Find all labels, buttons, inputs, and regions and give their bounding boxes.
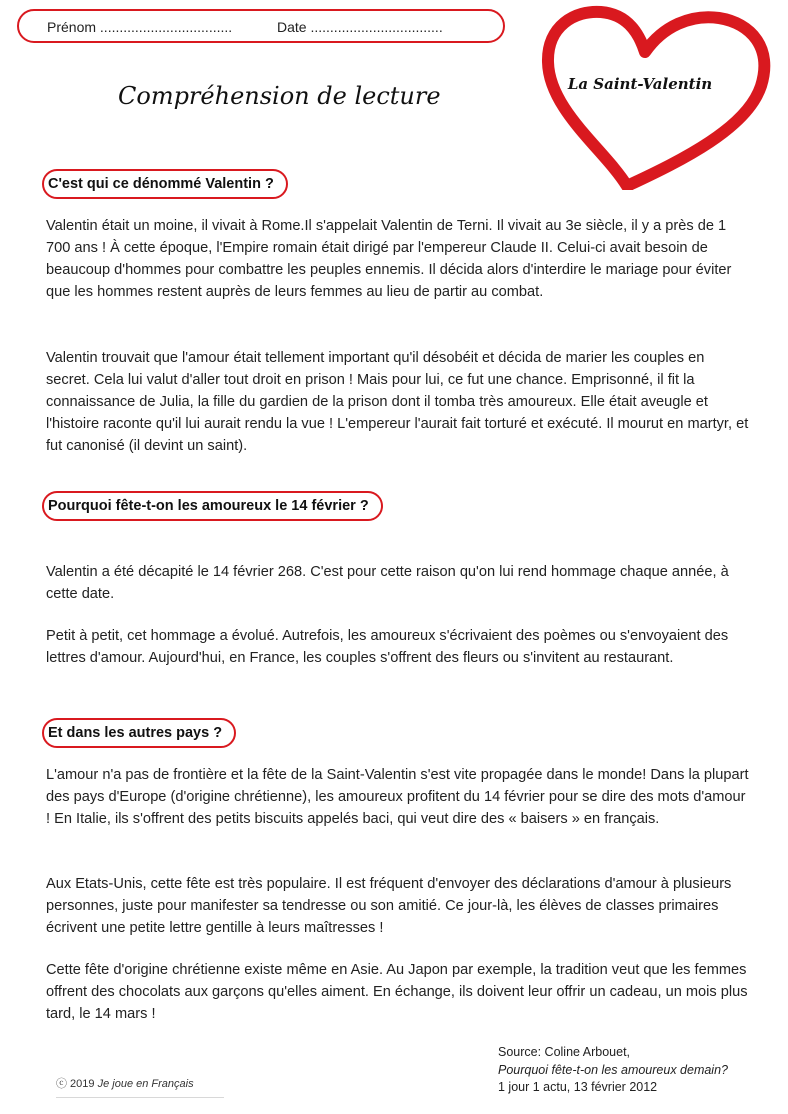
copyright <box>56 1075 224 1098</box>
copyright-brand: Je joue en Français <box>97 1078 194 1090</box>
paragraph: Valentin trouvait que l'amour était tellement important qu'il désobéit et décida de marier les couples en secret. Cela lui valut d'aller tout droit en prison ! Mais pour lui, ce fut une chance. Emprisonné, il fit la connaissance de Julia, la fille du gardien de la prison dont il tomba très amoureux. Elle était aveugle et l'histoire raconte qu'il lui aurait rendu la vue ! L'empereur l'aurait fait torturé et exécuté. Il mourut en martyr, et fut canonisé (il devint un saint). <box>46 350 749 454</box>
paragraph: L'amour n'a pas de frontière et la fête de la Saint-Valentin s'est vite propagée dans le monde! Dans la plupart des pays d'Europe (d'origine chrétienne), les amoureux profitent du 14 février pour se dire des mots d'amour ! En Italie, ils s'offrent des petits biscuits appelés baci, qui veut dire des « baisers » en français. <box>46 767 749 827</box>
section-heading-14-fevrier: Pourquoi fête-t-on les amoureux le 14 février ? <box>42 491 383 521</box>
heart-label: La Saint-Valentin <box>567 75 713 93</box>
prenom-field[interactable]: Prénom .................................. <box>47 19 233 35</box>
section-heading-valentin: C'est qui ce dénommé Valentin ? <box>42 169 288 199</box>
paragraph: Cette fête d'origine chrétienne existe même en Asie. Au Japon par exemple, la tradition veut que les femmes offrent des chocolats aux garçons qu'elles aiment. En échange, ils doivent leur offrir un cadeau, un mois plus tard, le 14 mars ! <box>46 962 748 1022</box>
paragraph: Valentin était un moine, il vivait à Rome.Il s'appelait Valentin de Terni. Il vivait au 3e siècle, il y a près de 1 700 ans ! À cette époque, l'Empire romain était dirigé par l'empereur Claude II. Celui-ci avait besoin de beaucoup d'hommes pour combattre les peuples ennemis. Il décida alors d'interdire le mariage pour éviter que les hommes restent auprès de leurs femmes au lieu de partir au combat. <box>46 218 732 300</box>
date-field[interactable]: Date .................................. <box>277 19 443 35</box>
paragraph: Aux Etats-Unis, cette fête est très populaire. Il est fréquent d'envoyer des déclarations d'amour à plusieurs personnes, juste pour manifester sa tendresse ou son amitié. Ce jour-là, les élèves de classes primaires écrivent une petite lettre gentille à leurs maîtresses ! <box>46 876 732 936</box>
source-article-title: Pourquoi fête-t-on les amoureux demain? <box>498 1062 728 1077</box>
source-publication: 1 jour 1 actu, 13 février 2012 <box>498 1080 658 1094</box>
heart-icon <box>533 0 783 190</box>
name-date-box <box>17 9 505 43</box>
source-citation <box>498 1044 778 1097</box>
copyright-prefix: ⓒ 2019 <box>56 1078 98 1090</box>
page-title: Compréhension de lecture <box>118 82 441 110</box>
paragraph: Valentin a été décapité le 14 février 268. C'est pour cette raison qu'on lui rend hommage chaque année, à cette date. <box>46 564 729 602</box>
paragraph: Petit à petit, cet hommage a évolué. Autrefois, les amoureux s'écrivaient des poèmes ou s'envoyaient des lettres d'amour. Aujourd'hui, en France, les couples s'offrent des fleurs ou s'invitent au restaurant. <box>46 628 729 666</box>
section-heading-autres-pays: Et dans les autres pays ? <box>42 718 236 748</box>
source-author: Source: Coline Arbouet, <box>498 1045 631 1059</box>
